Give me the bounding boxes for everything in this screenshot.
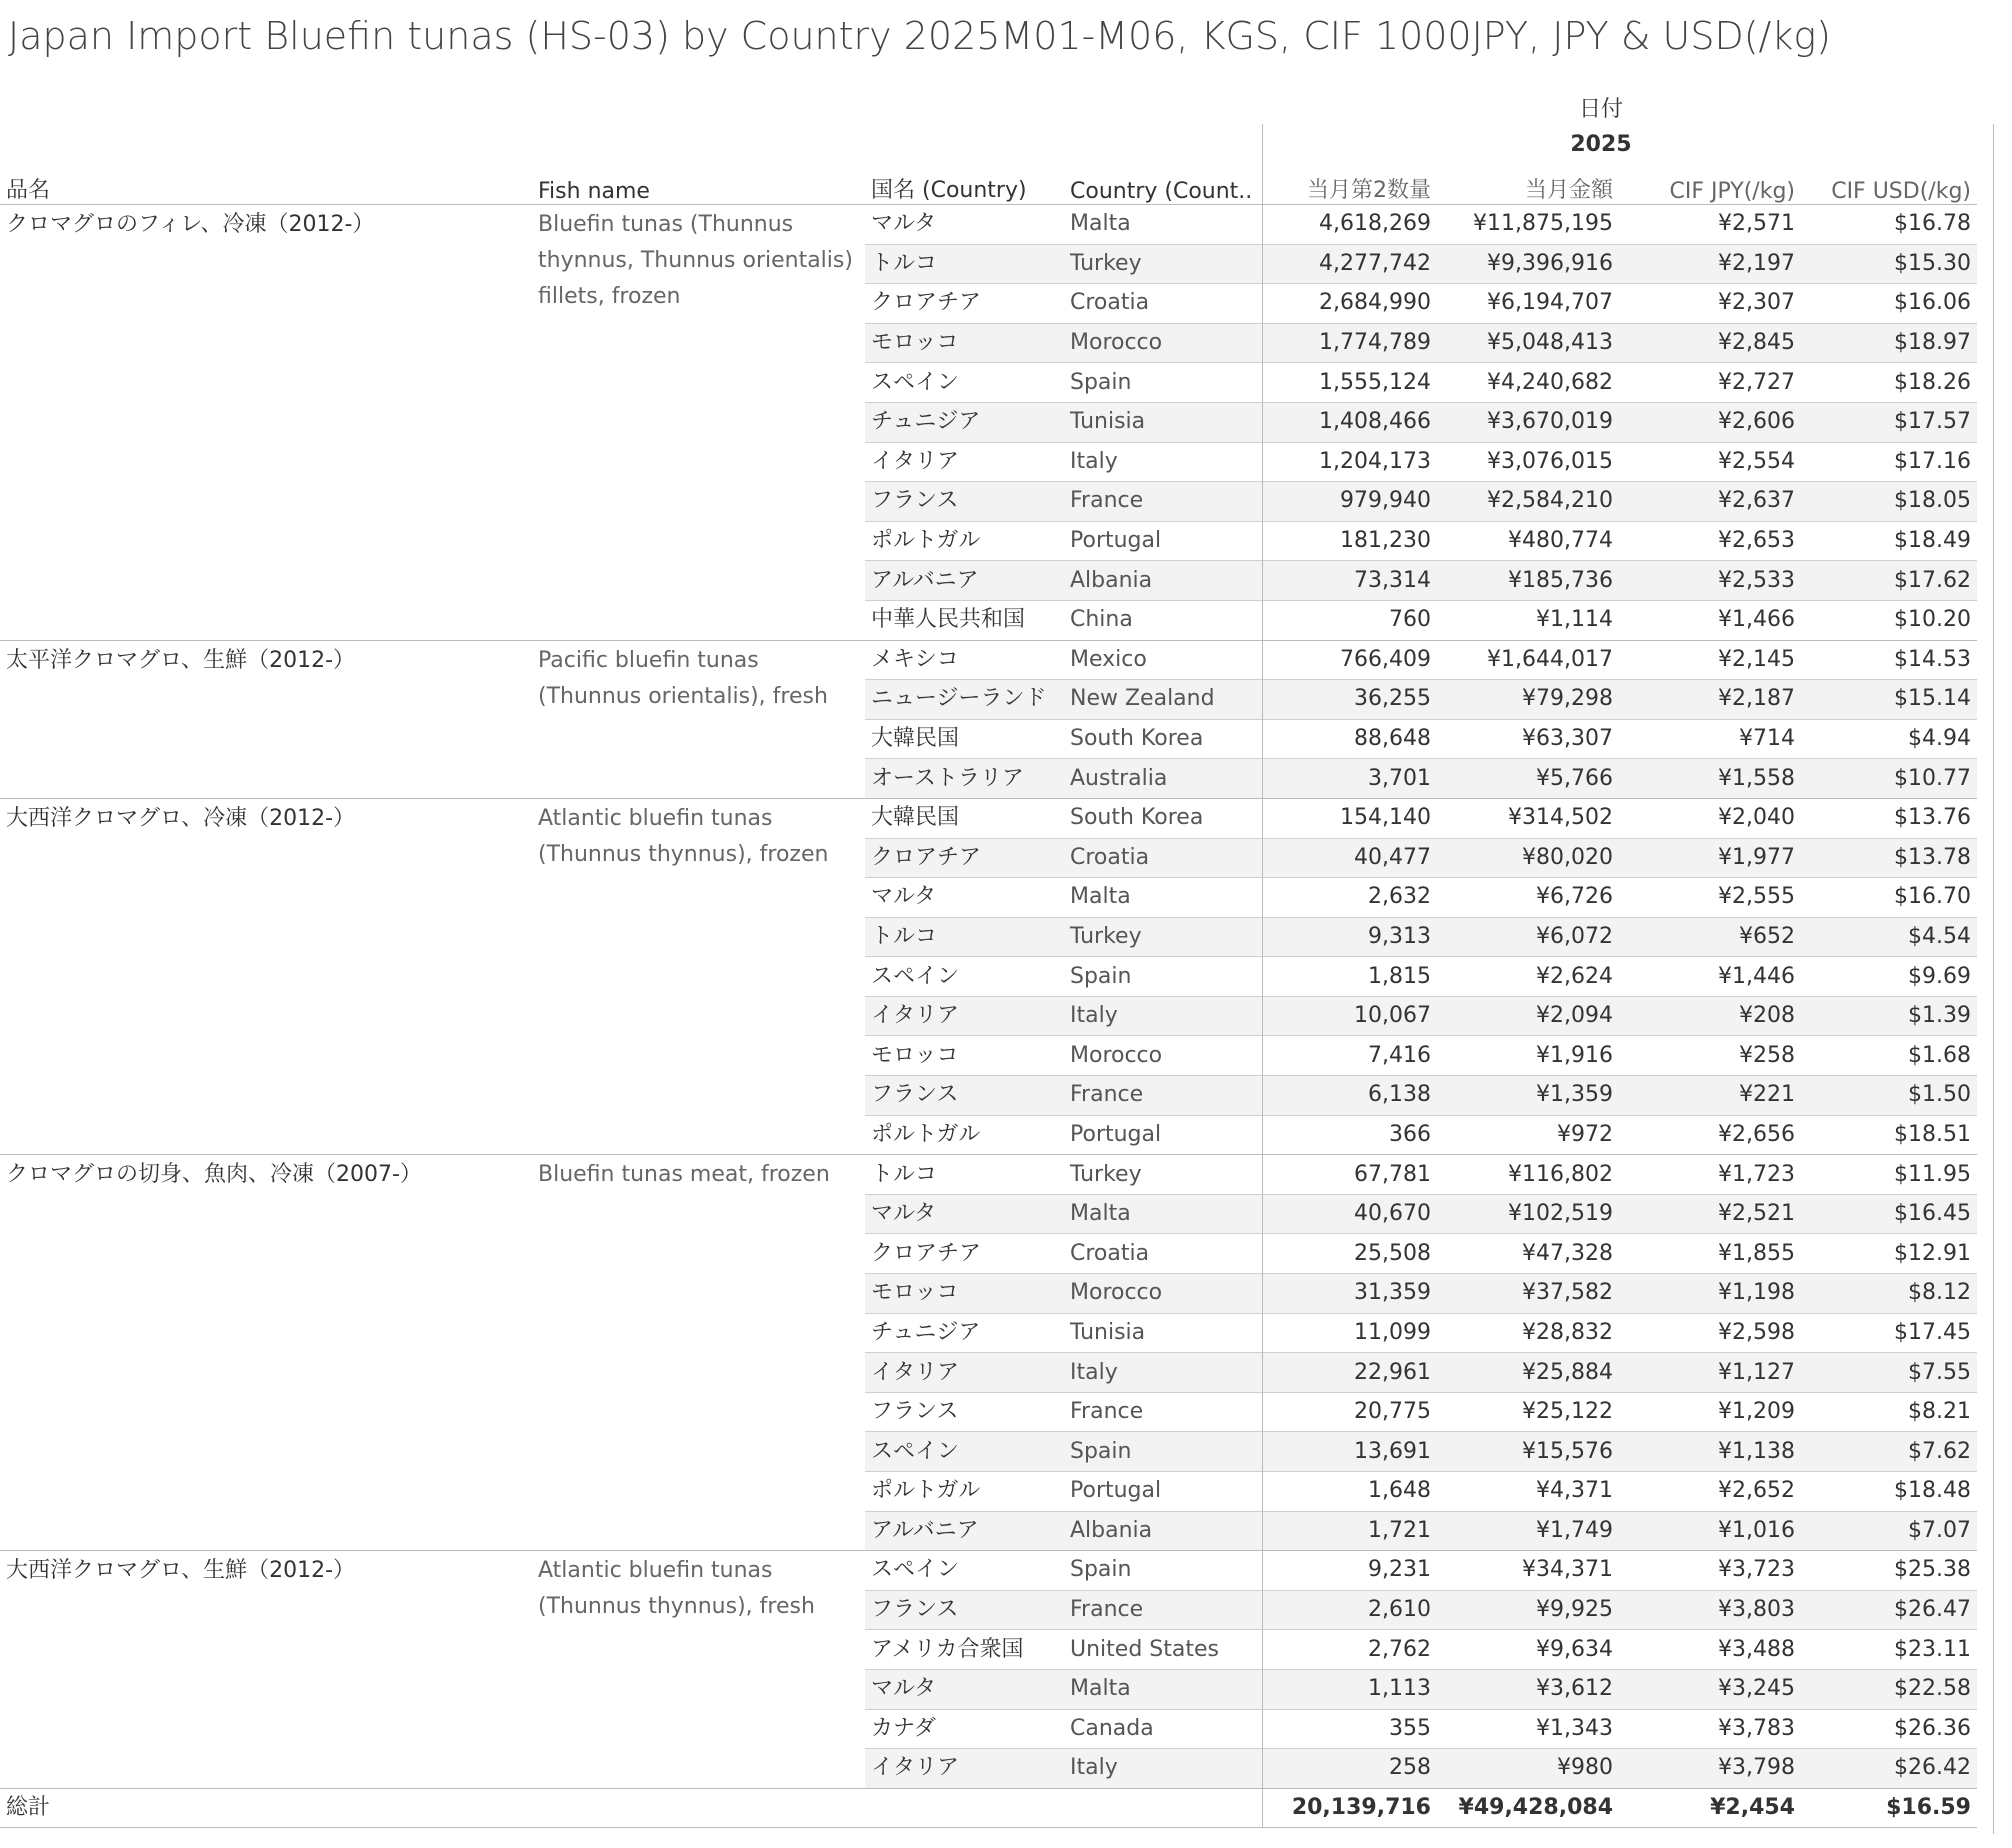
cif-usd-cell: $7.62 — [1801, 1432, 1977, 1472]
qty-cell: 1,555,124 — [1262, 363, 1437, 403]
country-en-cell: China — [1064, 600, 1262, 640]
qty-cell: 9,313 — [1262, 917, 1437, 957]
country-jp-cell: マルタ — [865, 205, 1064, 245]
country-en-cell: New Zealand — [1064, 680, 1262, 720]
cif-usd-cell: $26.36 — [1801, 1709, 1977, 1749]
cif-usd-cell: $8.21 — [1801, 1392, 1977, 1432]
cif-usd-cell: $13.76 — [1801, 798, 1977, 838]
qty-cell: 2,610 — [1262, 1590, 1437, 1630]
country-jp-cell: スペイン — [865, 363, 1064, 403]
total-cif-jpy-cell: ¥2,454 — [1619, 1788, 1801, 1828]
cif-usd-cell: $10.20 — [1801, 600, 1977, 640]
country-jp-cell: ポルトガル — [865, 1115, 1064, 1155]
cif-usd-cell: $15.30 — [1801, 244, 1977, 284]
cif-usd-cell: $25.38 — [1801, 1551, 1977, 1591]
table-right-border — [1993, 124, 1994, 1834]
country-jp-cell: チュニジア — [865, 1313, 1064, 1353]
cif-jpy-cell: ¥1,855 — [1619, 1234, 1801, 1274]
cif-jpy-cell: ¥1,723 — [1619, 1155, 1801, 1195]
country-en-cell: Mexico — [1064, 640, 1262, 680]
country-en-cell: Morocco — [1064, 1036, 1262, 1076]
total-cif-usd-cell: $16.59 — [1801, 1788, 1977, 1828]
country-en-cell: Albania — [1064, 1511, 1262, 1551]
country-en-cell: Portugal — [1064, 521, 1262, 561]
table-row — [0, 1551, 1977, 1591]
cif-usd-cell: $12.91 — [1801, 1234, 1977, 1274]
cif-jpy-cell: ¥1,466 — [1619, 600, 1801, 640]
cif-jpy-cell: ¥2,656 — [1619, 1115, 1801, 1155]
country-en-cell: United States — [1064, 1630, 1262, 1670]
cif-jpy-cell: ¥2,521 — [1619, 1194, 1801, 1234]
amount-cell: ¥4,240,682 — [1437, 363, 1619, 403]
cif-jpy-cell: ¥221 — [1619, 1076, 1801, 1116]
country-en-cell: Croatia — [1064, 1234, 1262, 1274]
cif-jpy-cell: ¥652 — [1619, 917, 1801, 957]
country-en-cell: Italy — [1064, 442, 1262, 482]
amount-cell: ¥1,343 — [1437, 1709, 1619, 1749]
country-jp-cell: ポルトガル — [865, 521, 1064, 561]
qty-cell: 766,409 — [1262, 640, 1437, 680]
country-jp-cell: オーストラリア — [865, 759, 1064, 799]
country-en-cell: Malta — [1064, 1194, 1262, 1234]
cif-usd-cell: $4.94 — [1801, 719, 1977, 759]
country-jp-cell: ニュージーランド — [865, 680, 1064, 720]
table-row — [0, 1155, 1977, 1195]
qty-cell: 3,701 — [1262, 759, 1437, 799]
fish-name-cell: Bluefin tunas meat, frozen — [532, 1155, 865, 1551]
cif-jpy-cell: ¥2,845 — [1619, 323, 1801, 363]
qty-cell: 1,113 — [1262, 1669, 1437, 1709]
country-en-cell: France — [1064, 1392, 1262, 1432]
cif-jpy-cell: ¥2,727 — [1619, 363, 1801, 403]
country-jp-cell: トルコ — [865, 1155, 1064, 1195]
cif-jpy-cell: ¥2,571 — [1619, 205, 1801, 245]
cif-usd-cell: $16.45 — [1801, 1194, 1977, 1234]
fish-name-cell: Pacific bluefin tunas (Thunnus orientalis), fresh — [532, 640, 865, 798]
qty-cell: 979,940 — [1262, 482, 1437, 522]
qty-cell: 4,277,742 — [1262, 244, 1437, 284]
qty-cell: 258 — [1262, 1749, 1437, 1789]
qty-cell: 7,416 — [1262, 1036, 1437, 1076]
country-en-cell: Morocco — [1064, 1274, 1262, 1314]
fish-name-cell: Atlantic bluefin tunas (Thunnus thynnus), frozen — [532, 798, 865, 1154]
amount-cell: ¥6,726 — [1437, 878, 1619, 918]
cif-jpy-cell: ¥1,446 — [1619, 957, 1801, 997]
cif-jpy-cell: ¥258 — [1619, 1036, 1801, 1076]
country-en-cell: Portugal — [1064, 1115, 1262, 1155]
country-en-cell: Italy — [1064, 1749, 1262, 1789]
country-en-cell: South Korea — [1064, 798, 1262, 838]
cif-usd-cell: $14.53 — [1801, 640, 1977, 680]
cif-jpy-cell: ¥3,803 — [1619, 1590, 1801, 1630]
amount-cell: ¥1,916 — [1437, 1036, 1619, 1076]
country-jp-cell: ポルトガル — [865, 1472, 1064, 1512]
amount-cell: ¥79,298 — [1437, 680, 1619, 720]
cif-jpy-cell: ¥2,598 — [1619, 1313, 1801, 1353]
amount-cell: ¥2,094 — [1437, 996, 1619, 1036]
country-en-cell: Italy — [1064, 1353, 1262, 1393]
column-header-row — [0, 166, 1977, 205]
qty-cell: 67,781 — [1262, 1155, 1437, 1195]
qty-cell: 1,204,173 — [1262, 442, 1437, 482]
country-en-cell: Tunisia — [1064, 402, 1262, 442]
country-jp-cell: クロアチア — [865, 284, 1064, 324]
amount-cell: ¥1,359 — [1437, 1076, 1619, 1116]
cif-usd-cell: $18.26 — [1801, 363, 1977, 403]
country-jp-cell: 大韓民国 — [865, 798, 1064, 838]
amount-cell: ¥63,307 — [1437, 719, 1619, 759]
qty-cell: 88,648 — [1262, 719, 1437, 759]
cif-usd-cell: $16.70 — [1801, 878, 1977, 918]
country-en-cell: Croatia — [1064, 284, 1262, 324]
cif-usd-cell: $16.78 — [1801, 205, 1977, 245]
cif-usd-cell: $18.97 — [1801, 323, 1977, 363]
cif-jpy-cell: ¥2,606 — [1619, 402, 1801, 442]
qty-cell: 36,255 — [1262, 680, 1437, 720]
cif-jpy-cell: ¥2,187 — [1619, 680, 1801, 720]
date-header: 日付 — [1578, 97, 1623, 122]
amount-cell: ¥314,502 — [1437, 798, 1619, 838]
country-jp-cell: スペイン — [865, 957, 1064, 997]
table-row — [0, 798, 1977, 838]
qty-cell: 11,099 — [1262, 1313, 1437, 1353]
amount-cell: ¥47,328 — [1437, 1234, 1619, 1274]
qty-cell: 40,670 — [1262, 1194, 1437, 1234]
col-header-amount[interactable]: 当月金額 — [1437, 166, 1619, 205]
country-jp-cell: クロアチア — [865, 838, 1064, 878]
cif-jpy-cell: ¥2,653 — [1619, 521, 1801, 561]
year-header: 2025 — [1570, 132, 1632, 157]
amount-cell: ¥102,519 — [1437, 1194, 1619, 1234]
page-title: Japan Import Bluefin tunas (HS-03) by Country 2025M01-M06, KGS, CIF 1000JPY, JPY & USD(/kg) — [8, 14, 1831, 58]
cif-jpy-cell: ¥714 — [1619, 719, 1801, 759]
cif-usd-cell: $18.49 — [1801, 521, 1977, 561]
table-body — [0, 205, 1977, 1828]
qty-cell: 154,140 — [1262, 798, 1437, 838]
cif-jpy-cell: ¥2,637 — [1619, 482, 1801, 522]
qty-cell: 366 — [1262, 1115, 1437, 1155]
country-en-cell: Spain — [1064, 1432, 1262, 1472]
amount-cell: ¥37,582 — [1437, 1274, 1619, 1314]
qty-cell: 25,508 — [1262, 1234, 1437, 1274]
amount-cell: ¥4,371 — [1437, 1472, 1619, 1512]
cif-usd-cell: $18.51 — [1801, 1115, 1977, 1155]
cif-usd-cell: $11.95 — [1801, 1155, 1977, 1195]
item-name-cell: 大西洋クロマグロ、冷凍（2012-） — [0, 798, 532, 1154]
cif-usd-cell: $17.62 — [1801, 561, 1977, 601]
cif-usd-cell: $15.14 — [1801, 680, 1977, 720]
cif-usd-cell: $18.48 — [1801, 1472, 1977, 1512]
country-jp-cell: マルタ — [865, 1669, 1064, 1709]
fish-name-cell: Bluefin tunas (Thunnus thynnus, Thunnus orientalis) fillets, frozen — [532, 205, 865, 641]
amount-cell: ¥1,644,017 — [1437, 640, 1619, 680]
amount-cell: ¥34,371 — [1437, 1551, 1619, 1591]
cif-usd-cell: $8.12 — [1801, 1274, 1977, 1314]
qty-cell: 2,632 — [1262, 878, 1437, 918]
qty-cell: 4,618,269 — [1262, 205, 1437, 245]
country-jp-cell: イタリア — [865, 1353, 1064, 1393]
cif-jpy-cell: ¥3,798 — [1619, 1749, 1801, 1789]
country-jp-cell: アルバニア — [865, 561, 1064, 601]
qty-cell: 40,477 — [1262, 838, 1437, 878]
country-jp-cell: モロッコ — [865, 323, 1064, 363]
qty-cell: 13,691 — [1262, 1432, 1437, 1472]
country-en-cell: Malta — [1064, 1669, 1262, 1709]
cif-jpy-cell: ¥1,198 — [1619, 1274, 1801, 1314]
country-jp-cell: スペイン — [865, 1551, 1064, 1591]
qty-cell: 1,774,789 — [1262, 323, 1437, 363]
cif-jpy-cell: ¥2,145 — [1619, 640, 1801, 680]
cif-usd-cell: $1.39 — [1801, 996, 1977, 1036]
amount-cell: ¥11,875,195 — [1437, 205, 1619, 245]
qty-cell: 181,230 — [1262, 521, 1437, 561]
country-jp-cell: トルコ — [865, 244, 1064, 284]
cif-jpy-cell: ¥3,488 — [1619, 1630, 1801, 1670]
cif-jpy-cell: ¥2,555 — [1619, 878, 1801, 918]
cif-usd-cell: $13.78 — [1801, 838, 1977, 878]
country-en-cell: Morocco — [1064, 323, 1262, 363]
amount-cell: ¥9,925 — [1437, 1590, 1619, 1630]
cif-usd-cell: $7.07 — [1801, 1511, 1977, 1551]
country-jp-cell: チュニジア — [865, 402, 1064, 442]
amount-cell: ¥1,749 — [1437, 1511, 1619, 1551]
country-jp-cell: 中華人民共和国 — [865, 600, 1064, 640]
country-en-cell: Italy — [1064, 996, 1262, 1036]
item-name-cell: 太平洋クロマグロ、生鮮（2012-） — [0, 640, 532, 798]
country-en-cell: Tunisia — [1064, 1313, 1262, 1353]
amount-cell: ¥28,832 — [1437, 1313, 1619, 1353]
cif-jpy-cell: ¥2,652 — [1619, 1472, 1801, 1512]
cif-usd-cell: $4.54 — [1801, 917, 1977, 957]
country-jp-cell: マルタ — [865, 878, 1064, 918]
total-qty-cell: 20,139,716 — [1262, 1788, 1437, 1828]
qty-cell: 2,684,990 — [1262, 284, 1437, 324]
country-jp-cell: カナダ — [865, 1709, 1064, 1749]
country-jp-cell: フランス — [865, 1392, 1064, 1432]
amount-cell: ¥2,584,210 — [1437, 482, 1619, 522]
crosstab-table — [0, 166, 1977, 1828]
qty-cell: 31,359 — [1262, 1274, 1437, 1314]
amount-cell: ¥2,624 — [1437, 957, 1619, 997]
amount-cell: ¥15,576 — [1437, 1432, 1619, 1472]
amount-cell: ¥3,612 — [1437, 1669, 1619, 1709]
cif-usd-cell: $18.05 — [1801, 482, 1977, 522]
col-header-country-jp[interactable]: 国名 (Country) — [865, 166, 1064, 205]
country-en-cell: Turkey — [1064, 917, 1262, 957]
cif-usd-cell: $10.77 — [1801, 759, 1977, 799]
qty-cell: 1,721 — [1262, 1511, 1437, 1551]
country-en-cell: Croatia — [1064, 838, 1262, 878]
country-jp-cell: フランス — [865, 482, 1064, 522]
cif-jpy-cell: ¥1,127 — [1619, 1353, 1801, 1393]
cif-usd-cell: $17.45 — [1801, 1313, 1977, 1353]
cif-jpy-cell: ¥3,245 — [1619, 1669, 1801, 1709]
col-header-cif-jpy[interactable]: CIF JPY(/kg) — [1619, 166, 1801, 205]
country-jp-cell: クロアチア — [865, 1234, 1064, 1274]
col-header-fish[interactable]: Fish name — [532, 166, 865, 205]
qty-cell: 355 — [1262, 1709, 1437, 1749]
qty-cell: 1,815 — [1262, 957, 1437, 997]
total-amount-cell: ¥49,428,084 — [1437, 1788, 1619, 1828]
amount-cell: ¥480,774 — [1437, 521, 1619, 561]
qty-cell: 1,648 — [1262, 1472, 1437, 1512]
country-jp-cell: アメリカ合衆国 — [865, 1630, 1064, 1670]
country-jp-cell: イタリア — [865, 996, 1064, 1036]
country-jp-cell: モロッコ — [865, 1036, 1064, 1076]
col-header-item[interactable]: 品名 — [0, 166, 532, 205]
amount-cell: ¥116,802 — [1437, 1155, 1619, 1195]
country-jp-cell: イタリア — [865, 1749, 1064, 1789]
grand-total-row — [0, 1788, 1977, 1828]
amount-cell: ¥185,736 — [1437, 561, 1619, 601]
country-en-cell: France — [1064, 1590, 1262, 1630]
amount-cell: ¥980 — [1437, 1749, 1619, 1789]
cif-jpy-cell: ¥1,977 — [1619, 838, 1801, 878]
country-en-cell: France — [1064, 1076, 1262, 1116]
cif-usd-cell: $1.50 — [1801, 1076, 1977, 1116]
item-name-cell: クロマグロの切身、魚肉、冷凍（2007-） — [0, 1155, 532, 1551]
cif-usd-cell: $17.57 — [1801, 402, 1977, 442]
country-jp-cell: メキシコ — [865, 640, 1064, 680]
qty-cell: 20,775 — [1262, 1392, 1437, 1432]
cif-jpy-cell: ¥2,533 — [1619, 561, 1801, 601]
col-header-country-en[interactable]: Country (Count.. — [1064, 166, 1262, 205]
col-header-cif-usd[interactable]: CIF USD(/kg) — [1801, 166, 1977, 205]
qty-cell: 9,231 — [1262, 1551, 1437, 1591]
amount-cell: ¥25,122 — [1437, 1392, 1619, 1432]
amount-cell: ¥5,766 — [1437, 759, 1619, 799]
cif-jpy-cell: ¥2,197 — [1619, 244, 1801, 284]
cif-usd-cell: $22.58 — [1801, 1669, 1977, 1709]
country-jp-cell: トルコ — [865, 917, 1064, 957]
cif-jpy-cell: ¥1,558 — [1619, 759, 1801, 799]
country-en-cell: Malta — [1064, 205, 1262, 245]
country-jp-cell: フランス — [865, 1590, 1064, 1630]
country-en-cell: Turkey — [1064, 244, 1262, 284]
country-jp-cell: マルタ — [865, 1194, 1064, 1234]
country-en-cell: Turkey — [1064, 1155, 1262, 1195]
grand-total-label: 総計 — [0, 1788, 1262, 1828]
country-jp-cell: イタリア — [865, 442, 1064, 482]
qty-cell: 6,138 — [1262, 1076, 1437, 1116]
amount-cell: ¥9,634 — [1437, 1630, 1619, 1670]
qty-cell: 760 — [1262, 600, 1437, 640]
cif-jpy-cell: ¥3,783 — [1619, 1709, 1801, 1749]
amount-cell: ¥6,072 — [1437, 917, 1619, 957]
item-name-cell: クロマグロのフィレ、冷凍（2012-） — [0, 205, 532, 641]
cif-usd-cell: $23.11 — [1801, 1630, 1977, 1670]
country-jp-cell: フランス — [865, 1076, 1064, 1116]
country-en-cell: Canada — [1064, 1709, 1262, 1749]
fish-name-cell: Atlantic bluefin tunas (Thunnus thynnus), fresh — [532, 1551, 865, 1789]
country-en-cell: South Korea — [1064, 719, 1262, 759]
cif-usd-cell: $9.69 — [1801, 957, 1977, 997]
qty-cell: 2,762 — [1262, 1630, 1437, 1670]
qty-cell: 73,314 — [1262, 561, 1437, 601]
amount-cell: ¥80,020 — [1437, 838, 1619, 878]
cif-jpy-cell: ¥1,209 — [1619, 1392, 1801, 1432]
cif-jpy-cell: ¥2,307 — [1619, 284, 1801, 324]
cif-usd-cell: $16.06 — [1801, 284, 1977, 324]
country-jp-cell: スペイン — [865, 1432, 1064, 1472]
country-en-cell: Australia — [1064, 759, 1262, 799]
qty-cell: 1,408,466 — [1262, 402, 1437, 442]
country-en-cell: Malta — [1064, 878, 1262, 918]
country-jp-cell: 大韓民国 — [865, 719, 1064, 759]
item-name-cell: 大西洋クロマグロ、生鮮（2012-） — [0, 1551, 532, 1789]
table-row — [0, 640, 1977, 680]
col-header-qty[interactable]: 当月第2数量 — [1262, 166, 1437, 205]
cif-usd-cell: $17.16 — [1801, 442, 1977, 482]
cif-jpy-cell: ¥2,040 — [1619, 798, 1801, 838]
country-jp-cell: モロッコ — [865, 1274, 1064, 1314]
amount-cell: ¥5,048,413 — [1437, 323, 1619, 363]
cif-jpy-cell: ¥3,723 — [1619, 1551, 1801, 1591]
country-en-cell: Spain — [1064, 363, 1262, 403]
cif-usd-cell: $26.47 — [1801, 1590, 1977, 1630]
amount-cell: ¥3,076,015 — [1437, 442, 1619, 482]
amount-cell: ¥972 — [1437, 1115, 1619, 1155]
cif-jpy-cell: ¥208 — [1619, 996, 1801, 1036]
table-row — [0, 205, 1977, 245]
cif-jpy-cell: ¥1,016 — [1619, 1511, 1801, 1551]
cif-jpy-cell: ¥2,554 — [1619, 442, 1801, 482]
qty-cell: 22,961 — [1262, 1353, 1437, 1393]
amount-cell: ¥6,194,707 — [1437, 284, 1619, 324]
country-jp-cell: アルバニア — [865, 1511, 1064, 1551]
qty-cell: 10,067 — [1262, 996, 1437, 1036]
country-en-cell: Spain — [1064, 1551, 1262, 1591]
cif-usd-cell: $1.68 — [1801, 1036, 1977, 1076]
amount-cell: ¥1,114 — [1437, 600, 1619, 640]
amount-cell: ¥3,670,019 — [1437, 402, 1619, 442]
cif-usd-cell: $7.55 — [1801, 1353, 1977, 1393]
country-en-cell: Albania — [1064, 561, 1262, 601]
country-en-cell: Portugal — [1064, 1472, 1262, 1512]
country-en-cell: Spain — [1064, 957, 1262, 997]
amount-cell: ¥9,396,916 — [1437, 244, 1619, 284]
amount-cell: ¥25,884 — [1437, 1353, 1619, 1393]
country-en-cell: France — [1064, 482, 1262, 522]
cif-jpy-cell: ¥1,138 — [1619, 1432, 1801, 1472]
cif-usd-cell: $26.42 — [1801, 1749, 1977, 1789]
